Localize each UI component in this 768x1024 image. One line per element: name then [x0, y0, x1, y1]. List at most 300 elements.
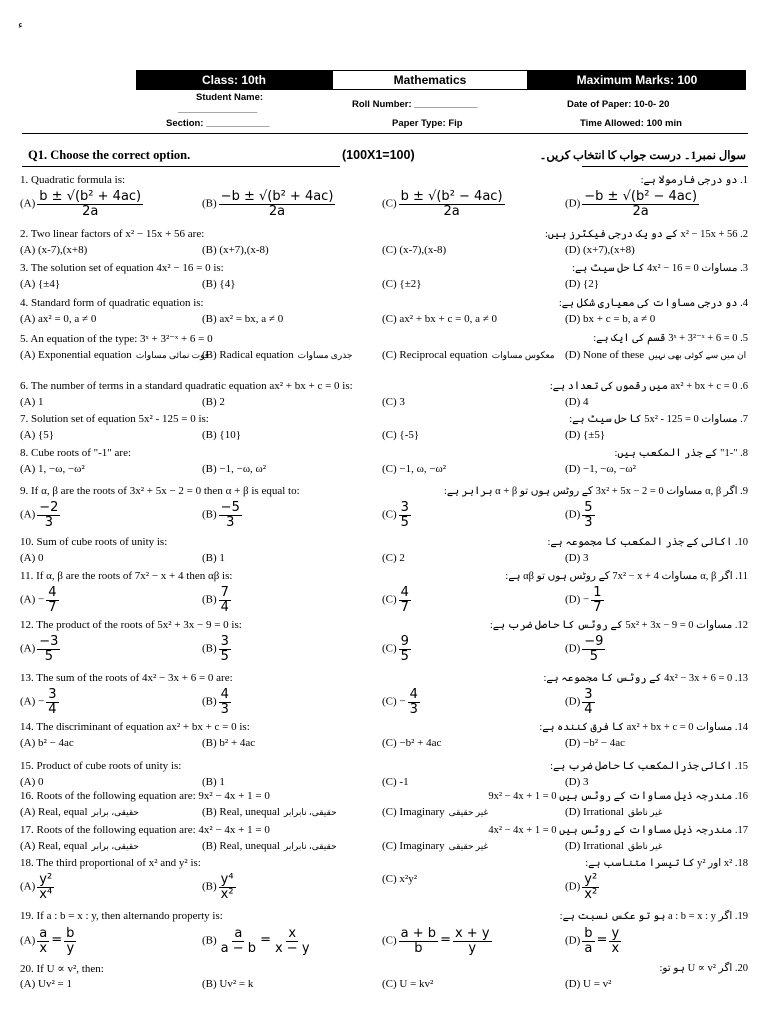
- option-a[interactable]: [20, 978, 72, 990]
- q1-title: Q1. Choose the correct option.: [28, 148, 191, 162]
- option-b-text: (B) 1: [202, 776, 225, 788]
- option-c-fraction: [399, 501, 411, 529]
- fraction-numerator: y: [611, 926, 620, 941]
- question-9-urdu: 9. اگر α, β مساوات 3x² + 5x − 2 = 0 کے روٹس ہوں تو α + β برابر ہے:: [443, 486, 748, 497]
- option-d[interactable]: [565, 463, 636, 475]
- question-6-text: 6. The number of terms in a standard quadratic equation ax² + bx + c = 0 is:: [20, 380, 353, 392]
- student-name-blank: _______________: [178, 104, 258, 115]
- option-b-text: (B) Real, unequal: [202, 840, 280, 852]
- option-a-fraction: [37, 873, 54, 901]
- option-d[interactable]: [565, 737, 625, 749]
- option-d-letter: (D): [565, 508, 581, 521]
- option-b-text: (B) −1, −ω, ω²: [202, 463, 267, 475]
- option-d-text: (D) −1, −ω, −ω²: [565, 463, 636, 475]
- option-c-text: (C) 2: [382, 552, 405, 564]
- option-d-equals: =: [596, 932, 608, 948]
- option-d[interactable]: [565, 429, 605, 441]
- fraction-denominator: 2a: [268, 203, 286, 219]
- option-c[interactable]: [382, 396, 405, 408]
- option-d[interactable]: [565, 840, 663, 852]
- option-a-letter: (A): [20, 642, 36, 655]
- question-3-urdu: 3. مساوات 4x² − 16 = 0 کا حل سیٹ ہے:: [572, 263, 748, 274]
- option-a-fraction: [37, 927, 49, 955]
- option-d-text: (D) bx + c = b, a ≠ 0: [565, 313, 656, 325]
- q1-marks: (100X1=100): [342, 148, 415, 162]
- question-16-text: 16. Roots of the following equation are: 9x² − 4x + 1 = 0: [20, 790, 270, 802]
- option-b-text: (B) 2: [202, 396, 225, 408]
- option-a-urdu: قوت نمائی مساوات: [135, 350, 210, 360]
- option-d[interactable]: [565, 688, 597, 716]
- option-c[interactable]: [382, 190, 507, 218]
- option-b-text: (B) b² + 4ac: [202, 737, 256, 749]
- option-a-text: (A) ax² = 0, a ≠ 0: [20, 313, 97, 325]
- option-d[interactable]: [565, 873, 601, 901]
- option-a[interactable]: [20, 396, 44, 408]
- option-a[interactable]: [20, 278, 60, 290]
- option-a[interactable]: [20, 501, 62, 529]
- fraction-denominator: x − y: [274, 940, 310, 956]
- fraction-denominator: x: [39, 940, 48, 956]
- fraction-numerator: a + b: [400, 926, 437, 941]
- option-d[interactable]: [565, 552, 589, 564]
- fraction-numerator: 9: [400, 634, 409, 649]
- option-d-text: (D) None of these: [565, 349, 645, 361]
- option-d-urdu: غیر ناطق: [627, 841, 663, 851]
- fraction-denominator: y: [66, 940, 75, 956]
- option-d-letter: (D): [565, 880, 581, 893]
- option-a[interactable]: [20, 190, 145, 218]
- option-c[interactable]: [382, 586, 413, 614]
- option-a-letter: (A): [20, 934, 36, 947]
- question-20-urdu: 20. اگر U ∝ v² ہو تو:: [659, 963, 748, 974]
- option-c-urdu: معکوس مساوات: [491, 350, 555, 360]
- fraction-numerator: y²: [39, 872, 53, 887]
- option-b[interactable]: [202, 552, 225, 564]
- option-d[interactable]: [565, 806, 663, 818]
- option-b-urdu: حقیقی، نابرابر: [283, 841, 337, 851]
- option-d-text: (D) {±5}: [565, 429, 606, 441]
- fraction-numerator: 7: [220, 585, 229, 600]
- question-18-text: 18. The third proportional of x² and y² is:: [20, 857, 201, 869]
- option-d[interactable]: [565, 396, 589, 408]
- option-a-fraction-2: [64, 927, 76, 955]
- option-a-text: (A) Real, equal: [20, 806, 88, 818]
- option-c[interactable]: [382, 873, 417, 885]
- option-a-fraction: [37, 635, 60, 663]
- option-c-text: (C) -1: [382, 776, 409, 788]
- option-a-text: (A) 1, −ω, −ω²: [20, 463, 85, 475]
- option-b-fraction: [219, 873, 236, 901]
- student-name-label: Student Name:: [196, 92, 264, 103]
- option-b-text: (B) Radical equation: [202, 349, 294, 361]
- question-4-urdu: 4. دو درجی مساوات کی معیاری شکل ہے:: [558, 298, 748, 309]
- option-b-fraction: [219, 688, 231, 716]
- option-a[interactable]: [20, 840, 139, 852]
- option-a-text: (A) 0: [20, 552, 44, 564]
- option-d-text: (D) U = v²: [565, 978, 612, 990]
- fraction-denominator: b: [414, 940, 423, 956]
- fraction-numerator: 4: [400, 585, 409, 600]
- question-9-text: 9. If α, β are the roots of 3x² + 5x − 2 = 0 then α + β is equal to:: [20, 485, 300, 497]
- option-a[interactable]: [20, 737, 74, 749]
- question-10-urdu: 10. اکائی کے جذر المکعب کا مجموعہ ہے:: [547, 537, 748, 548]
- option-b-letter: (B): [202, 197, 217, 210]
- fraction-denominator: 4: [584, 701, 593, 717]
- option-a-letter: (A): [20, 508, 36, 521]
- option-a-letter: (A): [20, 880, 36, 893]
- option-c-text: (C) Imaginary: [382, 840, 445, 852]
- question-3-text: 3. The solution set of equation 4x² − 16 = 0 is:: [20, 262, 224, 274]
- option-b-fraction: [219, 927, 258, 955]
- option-d[interactable]: [565, 190, 701, 218]
- fraction-numerator: 3: [584, 687, 593, 702]
- option-a[interactable]: [20, 635, 62, 663]
- option-d-letter: (D): [565, 197, 581, 210]
- option-a-text: (A) {5}: [20, 429, 55, 441]
- question-19-text: 19. If a : b = x : y, then alternando property is:: [20, 910, 223, 922]
- option-b[interactable]: [202, 688, 233, 716]
- option-c[interactable]: [382, 552, 405, 564]
- option-b-fraction: [219, 190, 336, 218]
- question-7-urdu: 7. مساوات 5x² - 125 = 0 کا حل سیٹ ہے:: [569, 414, 748, 425]
- option-d-text: (D) Irrational: [565, 840, 624, 852]
- option-c-text: (C) (x-7),(x-8): [382, 244, 447, 256]
- option-b[interactable]: [202, 278, 235, 290]
- option-a[interactable]: [20, 688, 61, 716]
- option-c-text: (C) −1, ω, −ω²: [382, 463, 447, 475]
- fraction-numerator: 3: [48, 687, 57, 702]
- option-c-fraction: [399, 635, 411, 663]
- option-c-fraction: [408, 688, 420, 716]
- roll-number-label: Roll Number: ____________: [352, 99, 478, 110]
- option-b[interactable]: [202, 840, 337, 852]
- option-b-fraction: [219, 635, 231, 663]
- fraction-numerator: −5: [220, 500, 240, 515]
- option-d-text: (D) (x+7),(x+8): [565, 244, 635, 256]
- option-d-letter: (D): [565, 642, 581, 655]
- time-allowed-label: Time Allowed: 100 min: [580, 118, 682, 129]
- q1-underline-left: [22, 166, 340, 167]
- option-c[interactable]: [382, 806, 488, 818]
- option-b[interactable]: [202, 349, 352, 361]
- fraction-numerator: x: [288, 926, 297, 941]
- option-a-text: (A) {±4}: [20, 278, 61, 290]
- option-d-urdu: ان میں سے کوئی بھی نہیں: [648, 350, 747, 360]
- option-a[interactable]: [20, 463, 85, 475]
- option-c[interactable]: [382, 349, 555, 361]
- option-a[interactable]: [20, 313, 96, 325]
- fraction-numerator: b ± √(b² + 4ac): [39, 189, 142, 204]
- option-b-fraction-2: [273, 927, 312, 955]
- option-d-letter: (D) −: [565, 593, 590, 606]
- fraction-numerator: b: [584, 926, 593, 941]
- option-c-fraction: [399, 927, 438, 955]
- option-a-fraction: [37, 190, 143, 218]
- option-b-text: (B) 1: [202, 552, 225, 564]
- option-c[interactable]: [382, 313, 497, 325]
- option-d-urdu: غیر ناطق: [627, 807, 663, 817]
- fraction-denominator: 7: [400, 599, 409, 615]
- option-c[interactable]: [382, 737, 441, 749]
- option-c-text: (C) {-5}: [382, 429, 420, 441]
- option-b[interactable]: [202, 737, 255, 749]
- fraction-denominator: 5: [589, 648, 598, 664]
- option-b[interactable]: [202, 586, 233, 614]
- question-13-urdu: 13. 4x² − 3x + 6 = 0 کے روٹس کا مجموعہ ہے:: [543, 673, 748, 684]
- fraction-denominator: 5: [44, 648, 53, 664]
- question-14-urdu: 14. مساوات ax² + bx + c = 0 کا فرق کنندہ ہے:: [539, 722, 748, 733]
- option-c-text: (C) Reciprocal equation: [382, 349, 488, 361]
- option-c-fraction: [399, 586, 411, 614]
- option-c-letter: (C): [382, 197, 397, 210]
- option-a[interactable]: [20, 776, 44, 788]
- option-c[interactable]: [382, 927, 494, 955]
- option-c[interactable]: [382, 463, 446, 475]
- fraction-denominator: 3: [584, 514, 593, 530]
- option-c-text: (C) x²y²: [382, 873, 418, 885]
- question-7-text: 7. Solution set of equation 5x² - 125 = 0 is:: [20, 413, 209, 425]
- max-marks-label: Maximum Marks: 100: [528, 70, 746, 90]
- option-c[interactable]: [382, 688, 422, 716]
- option-a[interactable]: [20, 244, 87, 256]
- option-c[interactable]: [382, 244, 446, 256]
- option-b[interactable]: [202, 806, 337, 818]
- subject-label: Mathematics: [332, 70, 528, 90]
- option-d[interactable]: [565, 586, 606, 614]
- option-c-letter: (C): [382, 593, 397, 606]
- fraction-numerator: 1: [593, 585, 602, 600]
- question-5-text: 5. An equation of the type: 3ˣ + 3²⁻ˣ + 6 = 0: [20, 333, 213, 345]
- fraction-denominator: 5: [400, 514, 409, 530]
- fraction-numerator: x + y: [454, 926, 490, 941]
- option-a[interactable]: [20, 927, 78, 955]
- fraction-numerator: 3: [220, 634, 229, 649]
- option-a[interactable]: [20, 429, 54, 441]
- fraction-denominator: 3: [220, 701, 229, 717]
- option-d-letter: (D): [565, 695, 581, 708]
- corner-mark: ء: [18, 20, 23, 31]
- option-a-urdu: حقیقی، برابر: [91, 807, 139, 817]
- option-d-fraction: [582, 927, 594, 955]
- option-c[interactable]: [382, 776, 409, 788]
- option-c-text: (C) −b² + 4ac: [382, 737, 442, 749]
- option-d[interactable]: [565, 776, 589, 788]
- option-a-text: (A) Uv² = 1: [20, 978, 72, 990]
- option-b-letter: (B): [202, 880, 217, 893]
- fraction-denominator: a: [584, 940, 593, 956]
- fraction-denominator: y: [468, 940, 477, 956]
- option-c-letter: (C): [382, 934, 397, 947]
- option-b[interactable]: [202, 463, 266, 475]
- fraction-numerator: y²: [584, 872, 598, 887]
- option-b[interactable]: [202, 429, 241, 441]
- question-12-urdu: 12. مساوات 5x² + 3x − 9 = 0 کے روٹس کا حاصل ضرب ہے:: [489, 620, 748, 631]
- option-a-fraction: [46, 688, 58, 716]
- option-b-letter: (B): [202, 508, 217, 521]
- fraction-numerator: a: [39, 926, 48, 941]
- fraction-numerator: 5: [584, 500, 593, 515]
- fraction-denominator: 7: [593, 599, 602, 615]
- fraction-denominator: x²: [220, 886, 234, 902]
- option-d-fraction-2: [609, 927, 621, 955]
- question-4-text: 4. Standard form of quadratic equation is:: [20, 297, 204, 309]
- option-b[interactable]: [202, 190, 337, 218]
- option-d[interactable]: [565, 278, 599, 290]
- option-d[interactable]: [565, 978, 611, 990]
- question-1-text: 1. Quadratic formula is:: [20, 174, 126, 186]
- option-d-fraction: [582, 190, 699, 218]
- option-b[interactable]: [202, 776, 225, 788]
- date-of-paper-label: Date of Paper: 10-0- 20: [567, 99, 670, 110]
- question-15-text: 15. Product of cube roots of unity is:: [20, 760, 182, 772]
- option-d[interactable]: [565, 244, 635, 256]
- option-a-text: (A) (x-7),(x+8): [20, 244, 88, 256]
- option-d-fraction: [582, 501, 594, 529]
- option-a-letter: (A): [20, 197, 36, 210]
- fraction-numerator: b: [66, 926, 75, 941]
- option-d-fraction: [582, 688, 594, 716]
- fraction-numerator: a: [234, 926, 243, 941]
- fraction-numerator: y⁴: [220, 872, 234, 887]
- option-c-fraction-2: [453, 927, 492, 955]
- question-6-urdu: 6. ax² + bx + c = 0 میں رقموں کی تعداد ہے:: [549, 381, 748, 392]
- option-a-fraction: [37, 501, 60, 529]
- fraction-numerator: 3: [400, 500, 409, 515]
- option-b-letter: (B): [202, 934, 217, 947]
- section-label: Section: ____________: [166, 118, 270, 129]
- option-b-urdu: حقیقی، نابرابر: [283, 807, 337, 817]
- option-b[interactable]: [202, 244, 269, 256]
- option-d-text: (D) Irrational: [565, 806, 624, 818]
- option-a[interactable]: [20, 873, 56, 901]
- option-b-fraction: [219, 586, 231, 614]
- fraction-numerator: −3: [39, 634, 59, 649]
- option-d[interactable]: [565, 501, 597, 529]
- option-b[interactable]: [202, 635, 233, 663]
- question-1-urdu: 1. دو درجی فارمولا ہے:: [640, 175, 748, 186]
- option-d-text: (D) 4: [565, 396, 589, 408]
- question-17-text: 17. Roots of the following equation are: 4x² − 4x + 1 = 0: [20, 824, 270, 836]
- question-2-text: 2. Two linear factors of x² − 15x + 56 are:: [20, 228, 205, 240]
- option-a-urdu: حقیقی، برابر: [91, 841, 139, 851]
- option-a-text: (A) b² − 4ac: [20, 737, 74, 749]
- option-a-text: (A) Real, equal: [20, 840, 88, 852]
- option-d[interactable]: [565, 927, 623, 955]
- option-c-urdu: غیر حقیقی: [448, 807, 489, 817]
- option-b-text: (B) ax² = bx, a ≠ 0: [202, 313, 284, 325]
- option-a[interactable]: [20, 349, 209, 361]
- fraction-numerator: 4: [220, 687, 229, 702]
- option-b[interactable]: [202, 313, 283, 325]
- option-d[interactable]: [565, 635, 607, 663]
- option-b[interactable]: [202, 873, 238, 901]
- question-12-text: 12. The product of the roots of 5x² + 3x − 9 = 0 is:: [20, 619, 242, 631]
- fraction-numerator: −b ± √(b² − 4ac): [584, 189, 698, 204]
- option-b-letter: (B): [202, 642, 217, 655]
- question-5-urdu: 5. 3ˣ + 3²⁻ˣ + 6 = 0 قسم کی ایک ہے:: [593, 333, 748, 344]
- option-c[interactable]: [382, 978, 433, 990]
- q1-urdu-title: سوال نمبر1۔ درست جواب کا انتخاب کریں۔: [539, 150, 746, 162]
- option-c-text: (C) 3: [382, 396, 405, 408]
- option-b-urdu: جذری مساوات: [297, 350, 353, 360]
- option-a-equals: =: [51, 932, 63, 948]
- header-rule: [22, 133, 748, 134]
- fraction-denominator: x: [611, 940, 620, 956]
- q1-underline-right: [582, 166, 748, 167]
- option-d-fraction: [582, 873, 599, 901]
- question-19-urdu: 19. اگر a : b = x : y ہو تو عکس نسبت ہے:: [559, 911, 748, 922]
- option-a-text: (A) 1: [20, 396, 44, 408]
- fraction-denominator: 7: [48, 599, 57, 615]
- option-c[interactable]: [382, 840, 488, 852]
- question-8-text: 8. Cube roots of "-1" are:: [20, 447, 132, 459]
- option-b[interactable]: [202, 501, 244, 529]
- fraction-numerator: 4: [48, 585, 57, 600]
- question-11-text: 11. If α, β are the roots of 7x² − x + 4 then αβ is:: [20, 570, 233, 582]
- fraction-denominator: 4: [48, 701, 57, 717]
- option-c[interactable]: [382, 429, 419, 441]
- option-c[interactable]: [382, 501, 413, 529]
- paper-type-label: Paper Type: Fip: [392, 118, 463, 129]
- option-a-letter: (A) −: [20, 695, 45, 708]
- option-c-text: (C) Imaginary: [382, 806, 445, 818]
- fraction-denominator: 3: [409, 701, 418, 717]
- option-d-letter: (D): [565, 934, 581, 947]
- option-c-fraction: [399, 190, 505, 218]
- fraction-numerator: 4: [409, 687, 418, 702]
- option-d[interactable]: [565, 349, 746, 361]
- fraction-numerator: b ± √(b² − 4ac): [400, 189, 503, 204]
- question-11-urdu: 11. اگر α, β مساوات 7x² − x + 4 کے روٹس ہوں تو αβ ہے:: [505, 571, 748, 582]
- option-c-letter: (C): [382, 642, 397, 655]
- question-10-text: 10. Sum of cube roots of unity is:: [20, 536, 168, 548]
- option-d-fraction: [582, 635, 605, 663]
- option-a[interactable]: [20, 552, 44, 564]
- option-a[interactable]: [20, 586, 61, 614]
- fraction-denominator: 2a: [632, 203, 649, 219]
- option-d-fraction: [591, 586, 603, 614]
- fraction-numerator: −2: [39, 500, 59, 515]
- fraction-denominator: x⁴: [39, 886, 53, 902]
- fraction-denominator: 3: [226, 514, 235, 530]
- question-8-urdu: 8. "-1" کے جذر المکعب ہیں:: [614, 448, 748, 459]
- option-b[interactable]: [202, 927, 314, 955]
- option-b[interactable]: [202, 978, 253, 990]
- option-a-fraction: [46, 586, 58, 614]
- option-d-text: (D) 3: [565, 552, 589, 564]
- option-b-letter: (B): [202, 593, 217, 606]
- option-b-letter: (B): [202, 695, 217, 708]
- question-15-urdu: 15. اکائی جذرالمکعب کا حاصل ضرب ہے:: [550, 761, 748, 772]
- option-c-equals: =: [440, 932, 451, 948]
- option-a[interactable]: [20, 806, 139, 818]
- fraction-denominator: a − b: [220, 940, 257, 956]
- option-c[interactable]: [382, 635, 413, 663]
- fraction-denominator: 5: [400, 648, 409, 664]
- option-c[interactable]: [382, 278, 422, 290]
- option-d[interactable]: [565, 313, 655, 325]
- option-b-text: (B) {10}: [202, 429, 241, 441]
- question-18-urdu: 18. x² اور y² کا تیسرا متناسب ہے:: [585, 858, 748, 869]
- option-b-text: (B) Uv² = k: [202, 978, 254, 990]
- option-c-text: (C) {±2}: [382, 278, 422, 290]
- fraction-denominator: x²: [584, 886, 598, 902]
- option-d-text: (D) {2}: [565, 278, 600, 290]
- option-a-text: (A) Exponential equation: [20, 349, 132, 361]
- question-14-text: 14. The discriminant of equation ax² + bx + c = 0 is:: [20, 721, 250, 733]
- option-b-fraction: [219, 501, 242, 529]
- option-b[interactable]: [202, 396, 225, 408]
